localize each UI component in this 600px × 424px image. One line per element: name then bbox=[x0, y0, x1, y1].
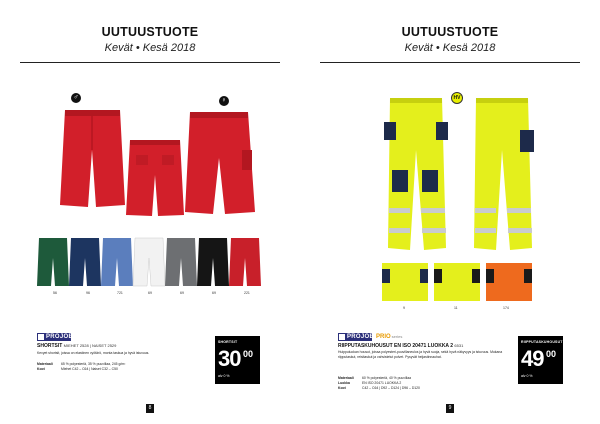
variant-yellow-navy bbox=[382, 263, 428, 301]
variant-grey bbox=[165, 238, 197, 286]
right-product-description: Huippuluokan housut, joissa polyesteri-puuvillaneulos ja hyvä suoja, sekä hyvä näkyvyys ja istuvuus. Mukana riipputaskut, reisitaskut ja vahvistetut polvet. Pysyvät heijastinnauhat. bbox=[338, 350, 503, 359]
variant-white bbox=[133, 238, 165, 286]
right-header-rule bbox=[320, 62, 580, 63]
size-code: 11 bbox=[454, 306, 458, 310]
trousers-front-image bbox=[384, 98, 448, 250]
size-code: 69 bbox=[180, 291, 184, 295]
left-header-rule bbox=[20, 62, 280, 63]
left-header-title: UUTUUSTUOTE bbox=[101, 25, 199, 39]
size-code: 9 bbox=[403, 306, 405, 310]
right-product-title: RIIPPUTASKUHOUSUT EN ISO 20471 LUOKKA 2 6531 bbox=[338, 343, 464, 349]
right-header-title: UUTUUSTUOTE bbox=[401, 25, 499, 39]
right-spec-sizes: Koot C42 – C64 | D92 – D124 | D96 – D120 bbox=[338, 386, 420, 390]
shorts-women-image bbox=[185, 112, 255, 214]
right-header-subtitle: Kevät • Kesä 2018 bbox=[404, 42, 496, 54]
shorts-back-image bbox=[126, 140, 184, 216]
size-code: 174 bbox=[503, 306, 509, 310]
hi-vis-icon: HV bbox=[451, 92, 463, 104]
right-page-number: 9 bbox=[446, 404, 454, 413]
variant-red bbox=[229, 238, 261, 286]
right-price-box: RIIPPUTASKUHOUSUT 49 00 alv 0 % bbox=[518, 336, 563, 384]
trousers-color-variants bbox=[382, 263, 532, 303]
size-code: 721 bbox=[117, 291, 123, 295]
variant-black bbox=[197, 238, 229, 286]
trousers-back-image bbox=[474, 98, 534, 250]
shorts-front-image bbox=[60, 110, 125, 207]
projob-logo: PROJOB bbox=[338, 333, 372, 341]
size-code: 96 bbox=[86, 291, 90, 295]
right-spec-class: Luokka EN ISO 20471 LUOKKA 2 bbox=[338, 381, 402, 385]
variant-orange-black bbox=[486, 263, 532, 301]
left-page-number: 8 bbox=[146, 404, 154, 413]
variant-navy bbox=[69, 238, 101, 286]
shorts-main-images bbox=[30, 100, 270, 220]
female-icon: ♀ bbox=[219, 96, 229, 106]
left-product-description: Kevyet shortsit, joissa on elastinen vyötärö, monta taskua ja hyvä istuvuus. bbox=[37, 351, 150, 355]
size-code: 221 bbox=[244, 291, 250, 295]
right-page bbox=[300, 0, 600, 424]
projob-logo: PROJOB bbox=[37, 333, 71, 341]
male-icon: ♂ bbox=[71, 93, 81, 103]
variant-green bbox=[37, 238, 69, 286]
left-spec-sizes: Koot Miehet C42 – C64 | Naiset C32 – C50 bbox=[37, 367, 118, 371]
right-spec-material: Materiaali 60 % polyesteriä, 40 % puuvillaa bbox=[338, 376, 412, 380]
size-code: 69 bbox=[212, 291, 216, 295]
size-code: 56 bbox=[53, 291, 57, 295]
variant-yellow-black bbox=[434, 263, 480, 301]
left-spec-material: Materiaali 65 % polyesteriä, 35 % puuvillaa, 245 g/m² bbox=[37, 362, 126, 366]
variant-blue bbox=[101, 238, 133, 286]
left-product-title: SHORTSIT MIEHET 2528 | NAISET 2529 bbox=[37, 343, 117, 349]
trousers-main-images bbox=[380, 90, 540, 255]
left-header-subtitle: Kevät • Kesä 2018 bbox=[104, 42, 196, 54]
size-code: 69 bbox=[148, 291, 152, 295]
shorts-color-variants bbox=[37, 236, 265, 288]
left-price-box: SHORTSIT 30 00 alv 0 % bbox=[215, 336, 260, 384]
prio-series-logo: PRIOseries bbox=[376, 334, 403, 340]
